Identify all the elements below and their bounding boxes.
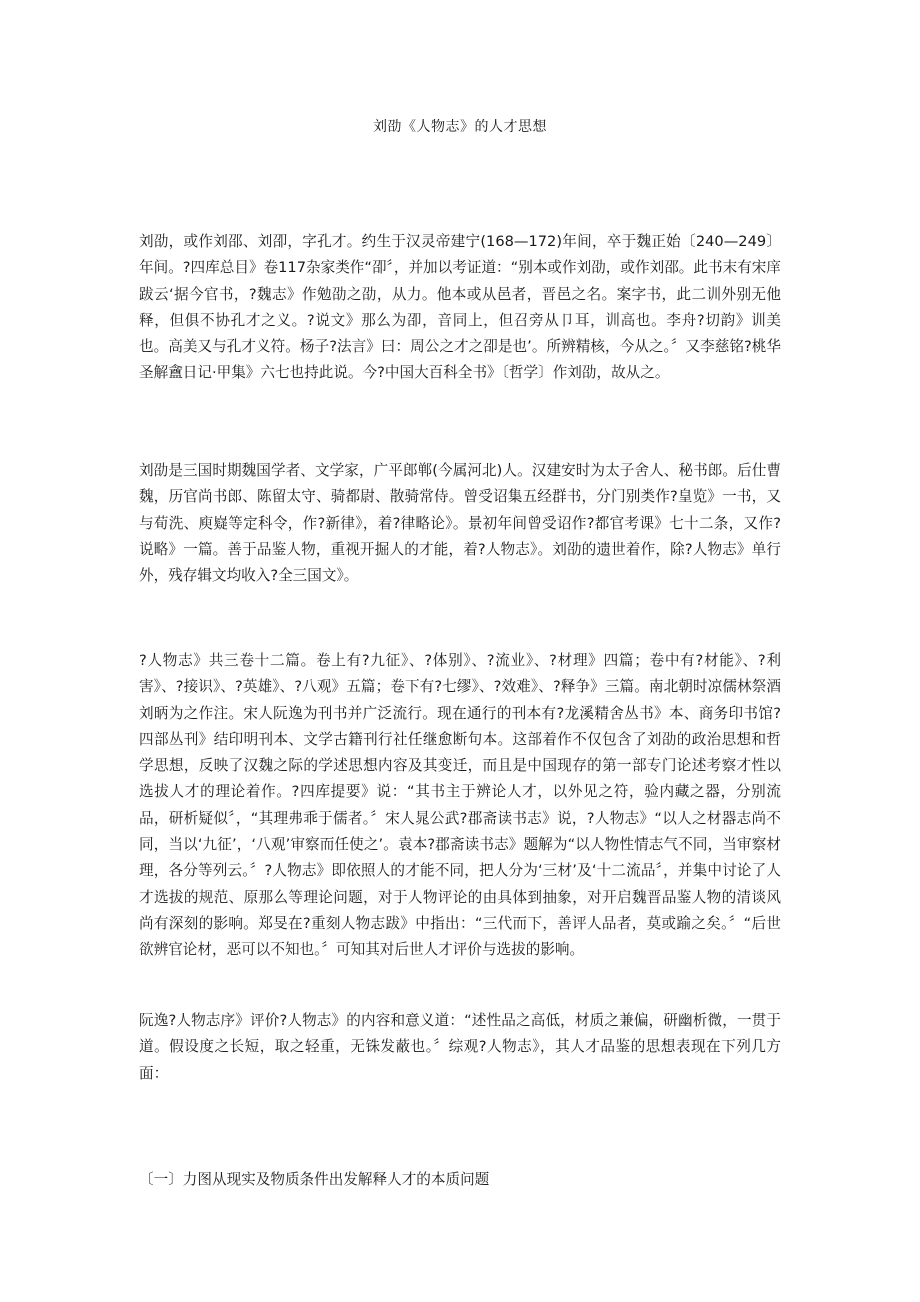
paragraph-author-name: 刘劭，或作刘邵、刘卲，字孔才。约生于汉灵帝建宁(168—172)年间，卒于魏正始〔240—249〕年间。?四库总目》卷117杂家类作“卲〞，并加以考证道：“别本或作刘劭，或作刘邵。此书末有宋庠跋云‘据今官书，?魏志》作勉劭之劭，从力。他本或从邑者，晋邑之名。案字书，此二训外别无他释，但俱不协孔才之义。?说文》那么为卲，音同上，但召旁从卩耳，训高也。李舟?切韵》训美也。高美又与孔才义符。杨子?法言》曰：周公之才之卲是也’。所辨精核，今从之。〞又李慈铭?桃华圣解盦日记·甲集》六七也持此说。今?中国大百科全书》〔哲学〕作刘劭，故从之。 <box>139 233 781 382</box>
section-heading: 〔一〕力图从现实及物质条件出发解释人才的本质问题 <box>139 1171 490 1188</box>
paragraph-book-overview: ?人物志》共三卷十二篇。卷上有?九征》、?体别》、?流业》、?材理》四篇；卷中有?材能》、?利害》、?接识》、?英雄》、?八观》五篇；卷下有?七缪》、?效难》、?释争》三篇。南北朝时凉儒林祭酒刘昞为之作注。宋人阮逸为刊书并广泛流行。现在通行的刊本有?龙溪精舍丛书》本、商务印书馆?四部丛刊》结印明刊本、文学古籍刊行社任继愈断句本。这部着作不仅包含了刘劭的政治思想和哲学思想，反映了汉魏之际的学述思想内容及其变迁，而且是中国现存的第一部专门论述考察才性以选拔人才的理论着作。?四库提要》说：“其书主于辨论人才，以外见之符，验内藏之器，分别流品，研析疑似〞，“其理弗乖于儒者。〞宋人晁公武?郡斋读书志》说，?人物志》“以人之材器志尚不同，当以‘九征’，‘八观’审察而任使之’。袁本?郡斋读书志》题解为“以人物性情志气不同，当审察材理，各分等列云。〞?人物志》即依照人的才能不同，把人分为‘三材’及‘十二流品〞，并集中讨论了人才选拔的规范、原那么等理论问题，对于人物评论的由具体到抽象，对开启魏晋品鉴人物的清谈风尚有深刻的影响。郑旻在?重刻人物志跋》中指出：“三代而下，善评人品者，莫或踰之矣。〞“后世欲辨官论材，恶可以不知也。〞可知其对后世人才评价与选拔的影响。 <box>139 652 781 959</box>
paragraph-preface-evaluation: 阮逸?人物志序》评价?人物志》的内容和意义道：“述性品之高低，材质之兼偏，研幽析微，一贯于道。假设度之长短，取之轻重，无铢发蔽也。〞综观?人物志》，其人才品鉴的思想表现在下列几方面： <box>139 1012 781 1082</box>
document-title: 刘劭《人物志》的人才思想 <box>373 119 547 135</box>
paragraph-author-biography: 刘劭是三国时期魏国学者、文学家，广平郎郸(今属河北)人。汉建安时为太子舍人、秘书郎。后仕曹魏，历官尚书郎、陈留太守、骑都尉、散骑常侍。曾受诏集五经群书，分门别类作?皇览》一书，又与荀洗、庾嶷等定科令，作?新律》，着?律略论》。景初年间曾受诏作?都官考课》七十二条，又作?说略》一篇。善于品鉴人物，重视开掘人的才能，着?人物志》。刘劭的遗世着作，除?人物志》单行外，残存辑文均收入?全三国文》。 <box>139 462 781 585</box>
